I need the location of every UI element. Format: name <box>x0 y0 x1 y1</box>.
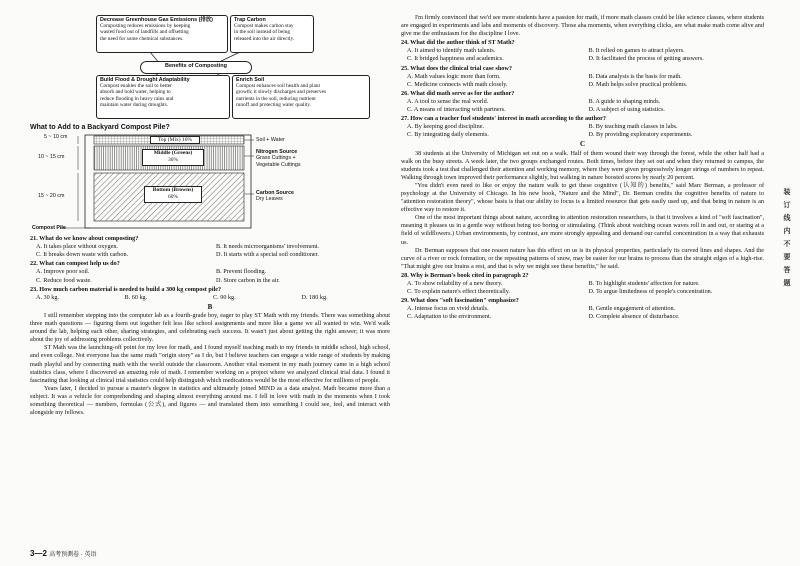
q28-stem: 28. Why is Berman's book cited in paragraph 2? <box>401 271 529 279</box>
q27-options <box>401 123 764 139</box>
passage-b-paragraph: ST Math was the launching-off point for my love for math, and I found myself teaching math to my friends in middle school, high school, and even college. Not everyone has the same math "origin story" as I do, but I believe teachers can engage a wide range of students by making math playful and by connecting math with the world outside the classroom. Another vital moment in my math journey came in a high school statistics class, where I discovered an amazing role of math. I remember working on a project where we analyzed clinical trial data. I found it fascinating that looking at clinical trial statistics could help distinguish which medications would be the most effective for millions of people. <box>30 344 390 384</box>
q21-option-b[interactable]: B. It needs microorganisms' involvement. <box>216 243 320 251</box>
q26-options <box>401 98 764 114</box>
q22-option-c[interactable]: C. Reduce food waste. <box>36 276 92 284</box>
q27-option-a[interactable]: A. By keeping good discipline. <box>407 123 484 131</box>
q25-stem: 25. What does the clinical trial case show? <box>401 64 512 72</box>
depth-top: 5 ~ 10 cm <box>44 134 68 141</box>
q22-stem: 22. What can compost help us do? <box>30 260 120 268</box>
passage-b-paragraph: I still remember stepping into the computer lab as a fourth-grade boy, eager to play ST Math with my friends. There was something about three math questions — figuring them out together felt less like school assignments and more like a game we all wanted to win. We'd walk around the lab, helping each other, sharing strategies, and celebrating each success. It wasn't just about getting the right answer; it was more about the joy of addressing problems collectively. <box>30 311 390 344</box>
q21-options <box>30 243 390 259</box>
q24-stem: 24. What did the author think of ST Math? <box>401 39 515 47</box>
q21-option-d[interactable]: D. It starts with a special soil conditioner. <box>216 251 319 259</box>
q25-options <box>401 73 764 89</box>
q25-option-a[interactable]: A. Math values logic more than form. <box>407 72 501 80</box>
q28-option-a[interactable]: A. To show reliability of a new theory. <box>407 280 503 287</box>
top-layer-label: Top (Mix) 10% <box>150 136 200 144</box>
q29-stem: 29. What does "soft fascination" emphasize? <box>401 297 519 305</box>
passage-c-paragraph: 38 students at the University of Michigan set out on a walk. Half of them wound their way through the forest, while the other half had a walk on the busy streets. A week later, the two groups exchanged routes. Both times, before they set out and when they returned to campus, the students took a test that challenged their attention and working memory, where they were given progressively longer strings of numbers to repeat. Walking through town improved their performance slightly, but walking in nature boosted scores by nearly 20 percent. <box>401 149 764 181</box>
flood-drought-box: Build Flood & Drought Adaptability Compost enables the soil to better absorb and hold water, helping to reduce flooding in heavy rains and maintain water during droughts. <box>96 75 230 119</box>
page-number: 3—2 <box>30 549 47 558</box>
passage-b-paragraph: Years later, I decided to pursue a master's degree in statistics and ultimately joined MIND as a data analyst. Math became more than a subject. It was a vehicle for comprehending and shaping almost everything around me. I fell in love with math in the moments when I took something theoretical — numbers, formulas (公式), and figures — and translated them into something I could see, feel, and interact with alongside my fellows. <box>30 384 390 417</box>
bottom-layer-label: Bottom (Browns) 60% <box>144 186 202 203</box>
q21-option-c[interactable]: C. It breaks down waste with carbon. <box>36 251 129 259</box>
q25-option-c[interactable]: C. Medicine connects with math closely. <box>407 80 508 88</box>
nitrogen-label: Nitrogen Source Grass Cuttings + Vegetable Cuttings <box>256 149 301 168</box>
q21-option-a[interactable]: A. It takes place without oxygen. <box>36 243 118 251</box>
benefits-diagram <box>30 14 390 122</box>
page-footer <box>30 549 96 558</box>
q26-option-c[interactable]: C. A means of interacting with partners. <box>407 106 506 114</box>
q24-option-c[interactable]: C. It bridged happiness and academics. <box>407 55 504 63</box>
q23-option-d[interactable]: D. 180 kg. <box>301 293 328 301</box>
footer-label: 高考预测卷 · 英语 <box>49 552 97 558</box>
q24-option-a[interactable]: A. It aimed to identify math talents. <box>407 47 496 55</box>
emissions-box: Decrease Greenhouse Gas Emissions (排放) Composting reduces emissions by keeping wasted food out of landfills and offsetting the need for some chemical substances. <box>96 15 228 53</box>
middle-layer-label: Middle (Greens) 30% <box>142 149 204 166</box>
q26-option-d[interactable]: D. A subject of using statistics. <box>588 106 665 114</box>
section-c-heading: C <box>579 140 586 149</box>
q24-options <box>401 47 764 63</box>
compost-pile-diagram <box>30 132 390 234</box>
q29-option-c[interactable]: C. Adaptation to the environment. <box>407 313 492 321</box>
q27-stem: 27. How can a teacher fuel students' interest in math according to the author? <box>401 115 606 123</box>
q24-option-d[interactable]: D. It facilitated the process of getting answers. <box>588 55 704 63</box>
section-b-heading: B <box>207 302 213 311</box>
q27-option-b[interactable]: B. By teaching math classes in labs. <box>588 123 678 131</box>
trap-carbon-box: Trap Carbon Compost makes carbon stay in the soil instead of being released into the air directly. <box>230 15 314 53</box>
left-column <box>30 14 390 417</box>
benefits-center-oval: Benefits of Composting <box>140 61 252 74</box>
q26-option-a[interactable]: A. A tool to sense the real world. <box>407 97 489 105</box>
q22-option-a[interactable]: A. Improve poor soil. <box>36 268 90 276</box>
q29-option-d[interactable]: D. Complete absence of disturbance. <box>588 313 680 321</box>
q25-option-b[interactable]: B. Data analysis is the basis for math. <box>588 72 682 80</box>
q28-option-b[interactable]: B. To highlight students' affection for nature. <box>588 280 700 287</box>
q29-option-b[interactable]: B. Gentle engagement of attention. <box>588 305 676 313</box>
q23-stem: 23. How much carbon material is needed to build a 300 kg compost pile? <box>30 285 222 293</box>
q29-option-a[interactable]: A. Intense focus on vivid details. <box>407 305 489 313</box>
q21-stem: 21. What do we know about composting? <box>30 235 139 243</box>
passage-c-paragraph: One of the most important things about nature, according to attention restoration researchers, is that it involves a kind of "soft fascination", meaning it pleases us in a gentle way without being too boring or stimulating. (Think about watching ocean waves roll in and out, or staring at a field of wildflowers.) Urban environments, by contrast, are more strongly appealing and demand our careful concentration in a way that exhausts us. <box>401 214 764 246</box>
q28-option-d[interactable]: D. To argue limitedness of people's concentration. <box>588 288 713 296</box>
passage-c-paragraph: "You didn't even need to like or enjoy the nature walk to get these cognitive (认知的) benefits," said Marc Berman, a professor of psychology at the University of Chicago. In his new book, "Nature and the Mind", Dr. Berman credits the cognitive benefits of nature to "attention restoration theory", whose basis is that our ability to focus is a limited resource that gets easily used up, and that being in nature is an effective way to restore it. <box>401 181 764 214</box>
q23-option-b[interactable]: B. 60 kg. <box>124 293 148 301</box>
q27-option-c[interactable]: C. By integrating daily elements. <box>407 131 489 139</box>
compost-pile-drawing <box>30 132 390 234</box>
q22-options <box>30 268 390 284</box>
q22-option-b[interactable]: B. Prevent flooding. <box>216 268 267 276</box>
enrich-soil-box: Enrich Soil Compost enhances soil health and plant growth; it slowly discharges and preserves nutrients in the soil, reducing nutrient runoff and protecting water quality. <box>232 75 370 119</box>
q25-option-d[interactable]: D. Math helps solve practical problems. <box>588 80 688 88</box>
compost-pile-label: Compost Pile <box>32 225 66 232</box>
q24-option-b[interactable]: B. It relied on games to attract players. <box>588 47 685 55</box>
q23-option-a[interactable]: A. 30 kg. <box>36 293 60 301</box>
q26-option-b[interactable]: B. A guide to shaping minds. <box>588 97 661 105</box>
soil-water-label: Soil + Water <box>256 137 285 144</box>
passage-b-closing: I'm firmly convinced that we'd see more students have a passion for math, if more math classes could be like science classes, where students are engaged in experiments and labs and moments of discovery. Those aha moments, when everything clicks, are what make math come alive and give me the enthusiasm for the discipline I love. <box>401 14 764 38</box>
binding-line-note: 装 订 线 内 不 要 答 题 <box>783 188 791 287</box>
q23-option-c[interactable]: C. 90 kg. <box>213 293 236 301</box>
q22-option-d[interactable]: D. Store carbon in the air. <box>216 276 280 284</box>
q29-options <box>401 305 764 321</box>
compost-pile-title: What to Add to a Backyard Compost Pile? <box>30 124 170 131</box>
q28-option-c[interactable]: C. To explain nature's effect theoretically. <box>407 288 510 296</box>
right-column <box>401 14 764 321</box>
depth-middle: 10 ~ 15 cm <box>38 154 65 161</box>
q27-option-d[interactable]: D. By providing exploratory experiments. <box>588 131 693 139</box>
q23-options <box>30 294 390 302</box>
carbon-label: Carbon Source Dry Leaves <box>256 190 294 203</box>
q26-stem: 26. What did math serve as for the author? <box>401 89 515 97</box>
depth-bottom: 15 ~ 20 cm <box>38 193 65 200</box>
passage-c-paragraph: Dr. Berman supposes that one reason nature has this effect on us is its physical properties, particularly its curved lines and shapes. And the curve of a river or rock formation, or the repeating patterns of snow, may be easier for our brains to process than the straight edges of a high-rise. "That might give our brains a rest, and that is why we might see these benefits," he said. <box>401 246 764 270</box>
q28-options <box>401 280 764 296</box>
